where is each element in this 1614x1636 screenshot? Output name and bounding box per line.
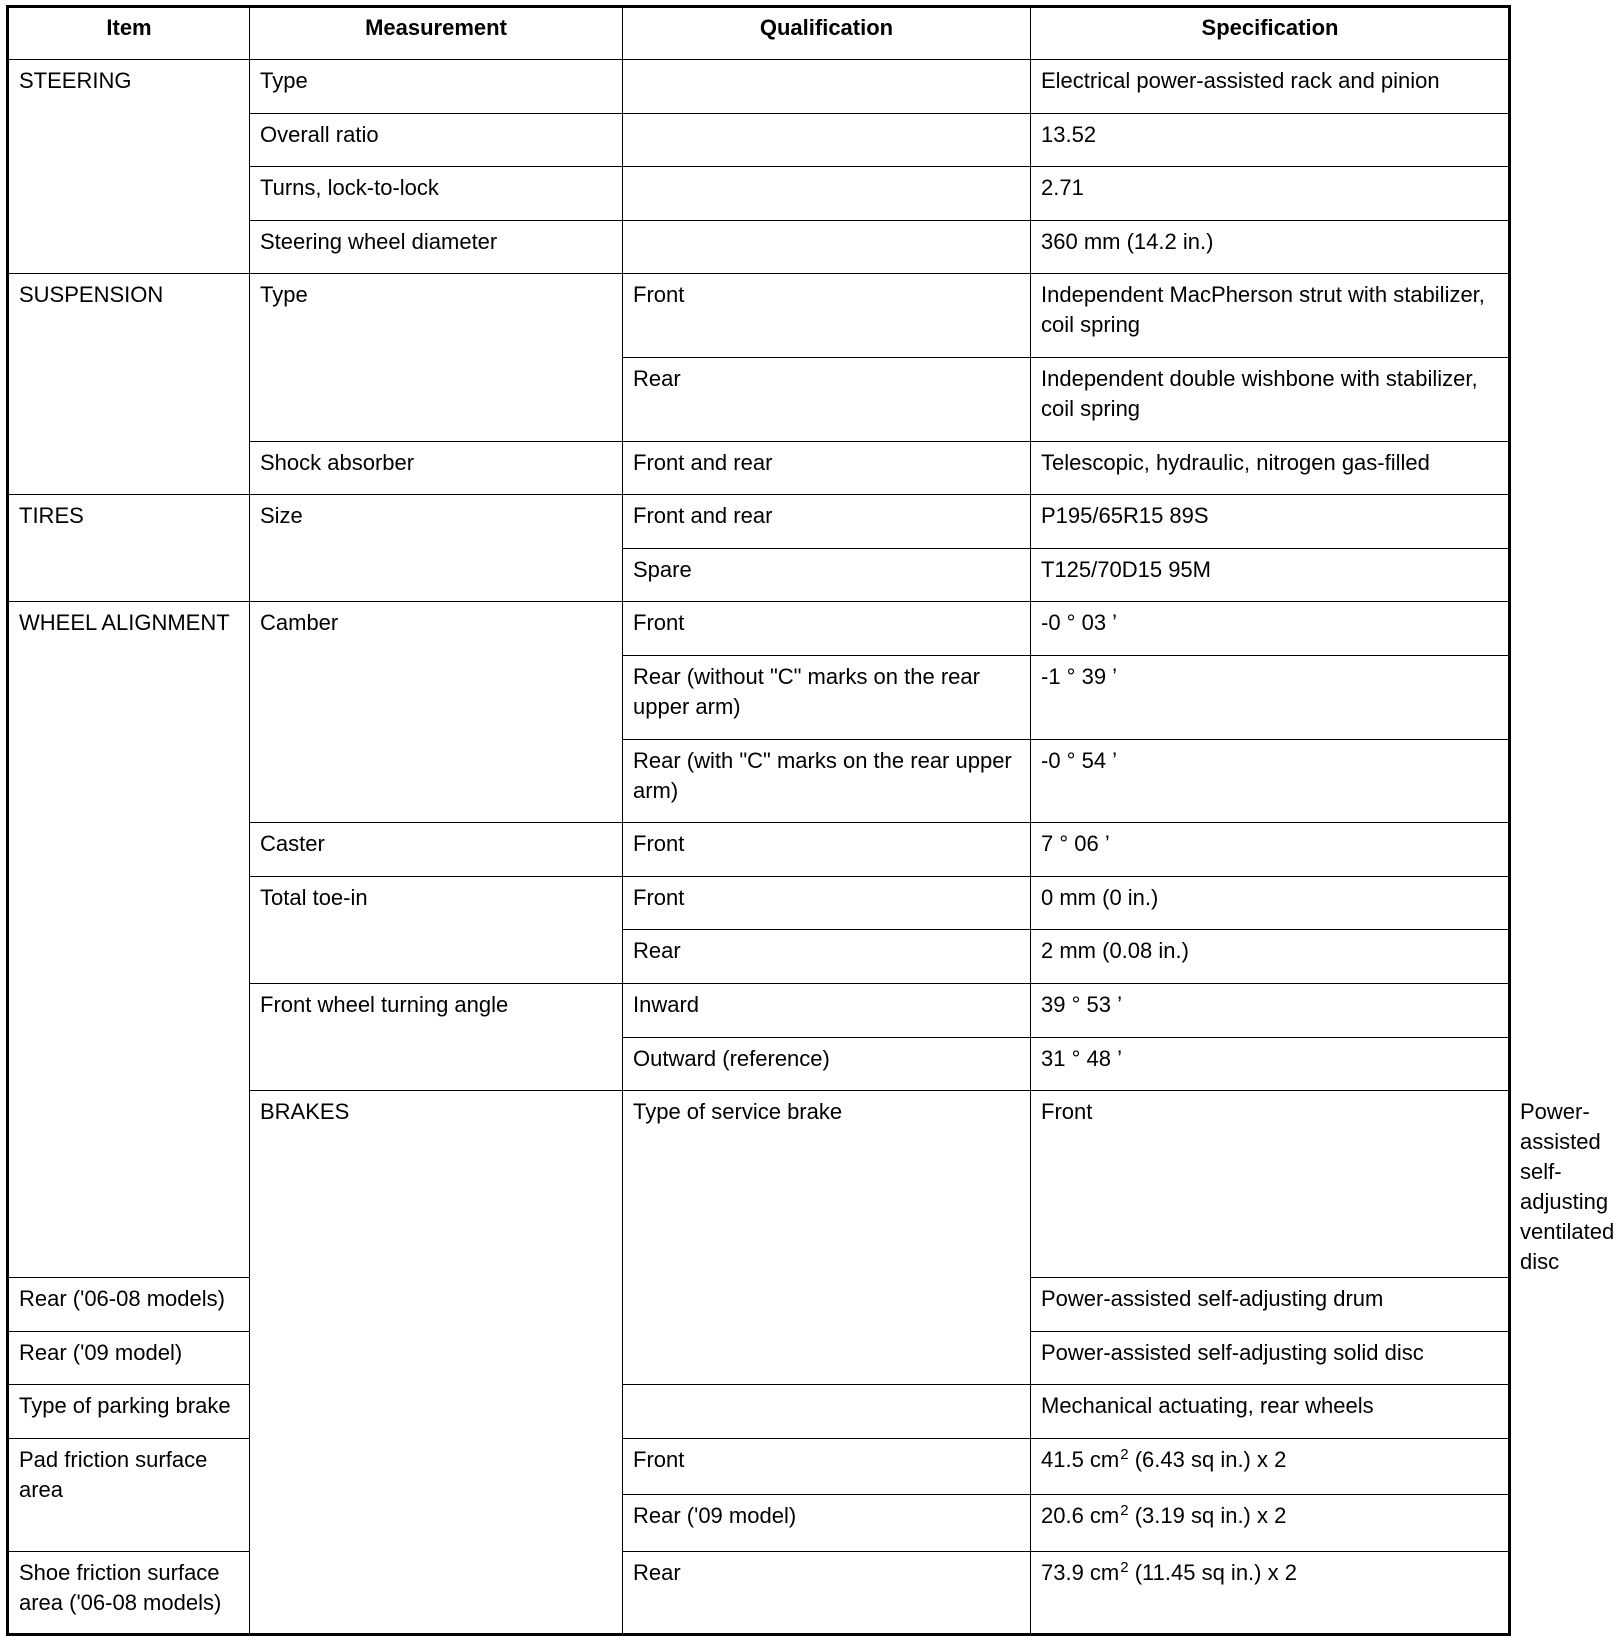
measurement-cell: Caster [250,823,623,877]
specification-cell: Electrical power-assisted rack and pinion [1031,60,1510,114]
specification-cell: Independent double wishbone with stabilizer, coil spring [1031,357,1510,441]
unit-superscript: 2 [1120,1558,1129,1576]
measurement-cell: Steering wheel diameter [250,220,623,274]
measurement-cell: Type [250,274,623,441]
header-item: Item [8,7,250,60]
specification-cell: Independent MacPherson strut with stabilizer, coil spring [1031,274,1510,358]
specification-cell: 13.52 [1031,113,1510,167]
qualification-cell [623,60,1031,114]
header-measurement: Measurement [250,7,623,60]
specification-cell: 2.71 [1031,167,1510,221]
specification-cell: -0 ° 03 ’ [1031,602,1510,656]
table-row [8,1438,1510,1495]
qualification-cell: Front [1031,1091,1510,1278]
measurement-cell: Pad friction surface area [8,1438,250,1551]
measurement-cell: Shoe friction surface area ('06-08 models) [8,1551,250,1634]
specification-cell: Power-assisted self-adjusting solid disc [1031,1331,1510,1385]
item-tires: TIRES [8,495,250,602]
qualification-cell: Inward [623,983,1031,1037]
table-row [8,602,1510,656]
table-row [8,1551,1510,1634]
measurement-cell: Type of service brake [623,1091,1031,1385]
header-specification: Specification [1031,7,1510,60]
qualification-cell: Rear ('09 model) [623,1495,1031,1552]
specification-cell [1031,1438,1510,1495]
qualification-cell: Rear (with "C" marks on the rear upper arm) [623,739,1031,823]
specification-cell: 360 mm (14.2 in.) [1031,220,1510,274]
specification-cell: -0 ° 54 ’ [1031,739,1510,823]
qualification-cell: Rear [623,930,1031,984]
unit-superscript: 2 [1120,1445,1129,1463]
qualification-cell [623,220,1031,274]
qualification-cell: Front [623,1438,1031,1495]
qualification-cell: Front and rear [623,495,1031,549]
specification-cell: 0 mm (0 in.) [1031,876,1510,930]
specification-cell [1031,1495,1510,1552]
specification-cell: P195/65R15 89S [1031,495,1510,549]
specification-cell: Mechanical actuating, rear wheels [1031,1385,1510,1439]
table-row [8,60,1510,114]
measurement-cell: Overall ratio [250,113,623,167]
header-row [8,7,1510,60]
qualification-cell: Front [623,876,1031,930]
qualification-cell: Rear (without "C" marks on the rear upper arm) [623,655,1031,739]
header-qualification: Qualification [623,7,1031,60]
specification-cell: T125/70D15 95M [1031,548,1510,602]
qualification-cell: Rear ('06-08 models) [8,1278,250,1332]
item-suspension: SUSPENSION [8,274,250,495]
measurement-cell: Type of parking brake [8,1385,250,1439]
qualification-cell: Rear [623,357,1031,441]
table-row: BRAKES Type of service brake Front Power-assisted self-adjusting ventilated disc [8,1091,1510,1278]
qualification-cell [623,113,1031,167]
spec-value: 73.9 cm [1041,1559,1120,1585]
table-row [8,495,1510,549]
specification-cell: 39 ° 53 ’ [1031,983,1510,1037]
item-wheel-alignment: WHEEL ALIGNMENT [8,602,250,1278]
unit-superscript: 2 [1120,1502,1129,1520]
specification-cell [1031,1551,1510,1634]
measurement-cell: Shock absorber [250,441,623,495]
table-row [8,1385,1510,1439]
qualification-cell: Front [623,823,1031,877]
specification-cell: 31 ° 48 ’ [1031,1037,1510,1091]
measurement-cell: Front wheel turning angle [250,983,623,1090]
qualification-cell: Front and rear [623,441,1031,495]
table-row [8,274,1510,358]
qualification-cell: Spare [623,548,1031,602]
measurement-cell: Camber [250,602,623,823]
specification-cell: 2 mm (0.08 in.) [1031,930,1510,984]
measurement-cell: Total toe-in [250,876,623,983]
specifications-table [6,5,1614,1636]
measurement-cell: Type [250,60,623,114]
qualification-cell: Front [623,602,1031,656]
specification-cell: 7 ° 06 ’ [1031,823,1510,877]
qualification-cell [623,1385,1031,1439]
spec-value-rest: (6.43 sq in.) x 2 [1128,1446,1287,1472]
measurement-cell: Size [250,495,623,602]
qualification-cell: Front [623,274,1031,358]
item-steering: STEERING [8,60,250,274]
specification-cell: Power-assisted self-adjusting drum [1031,1278,1510,1332]
specification-cell: Telescopic, hydraulic, nitrogen gas-filled [1031,441,1510,495]
specification-cell: -1 ° 39 ’ [1031,655,1510,739]
qualification-cell [623,167,1031,221]
qualification-cell: Rear ('09 model) [8,1331,250,1385]
spec-value: 41.5 cm [1041,1446,1120,1472]
spec-value: 20.6 cm [1041,1503,1120,1529]
spec-value-rest: (11.45 sq in.) x 2 [1128,1559,1297,1585]
spec-value-rest: (3.19 sq in.) x 2 [1128,1503,1287,1529]
measurement-cell: Turns, lock-to-lock [250,167,623,221]
item-brakes: BRAKES [250,1091,623,1635]
qualification-cell: Outward (reference) [623,1037,1031,1091]
qualification-cell: Rear [623,1551,1031,1634]
